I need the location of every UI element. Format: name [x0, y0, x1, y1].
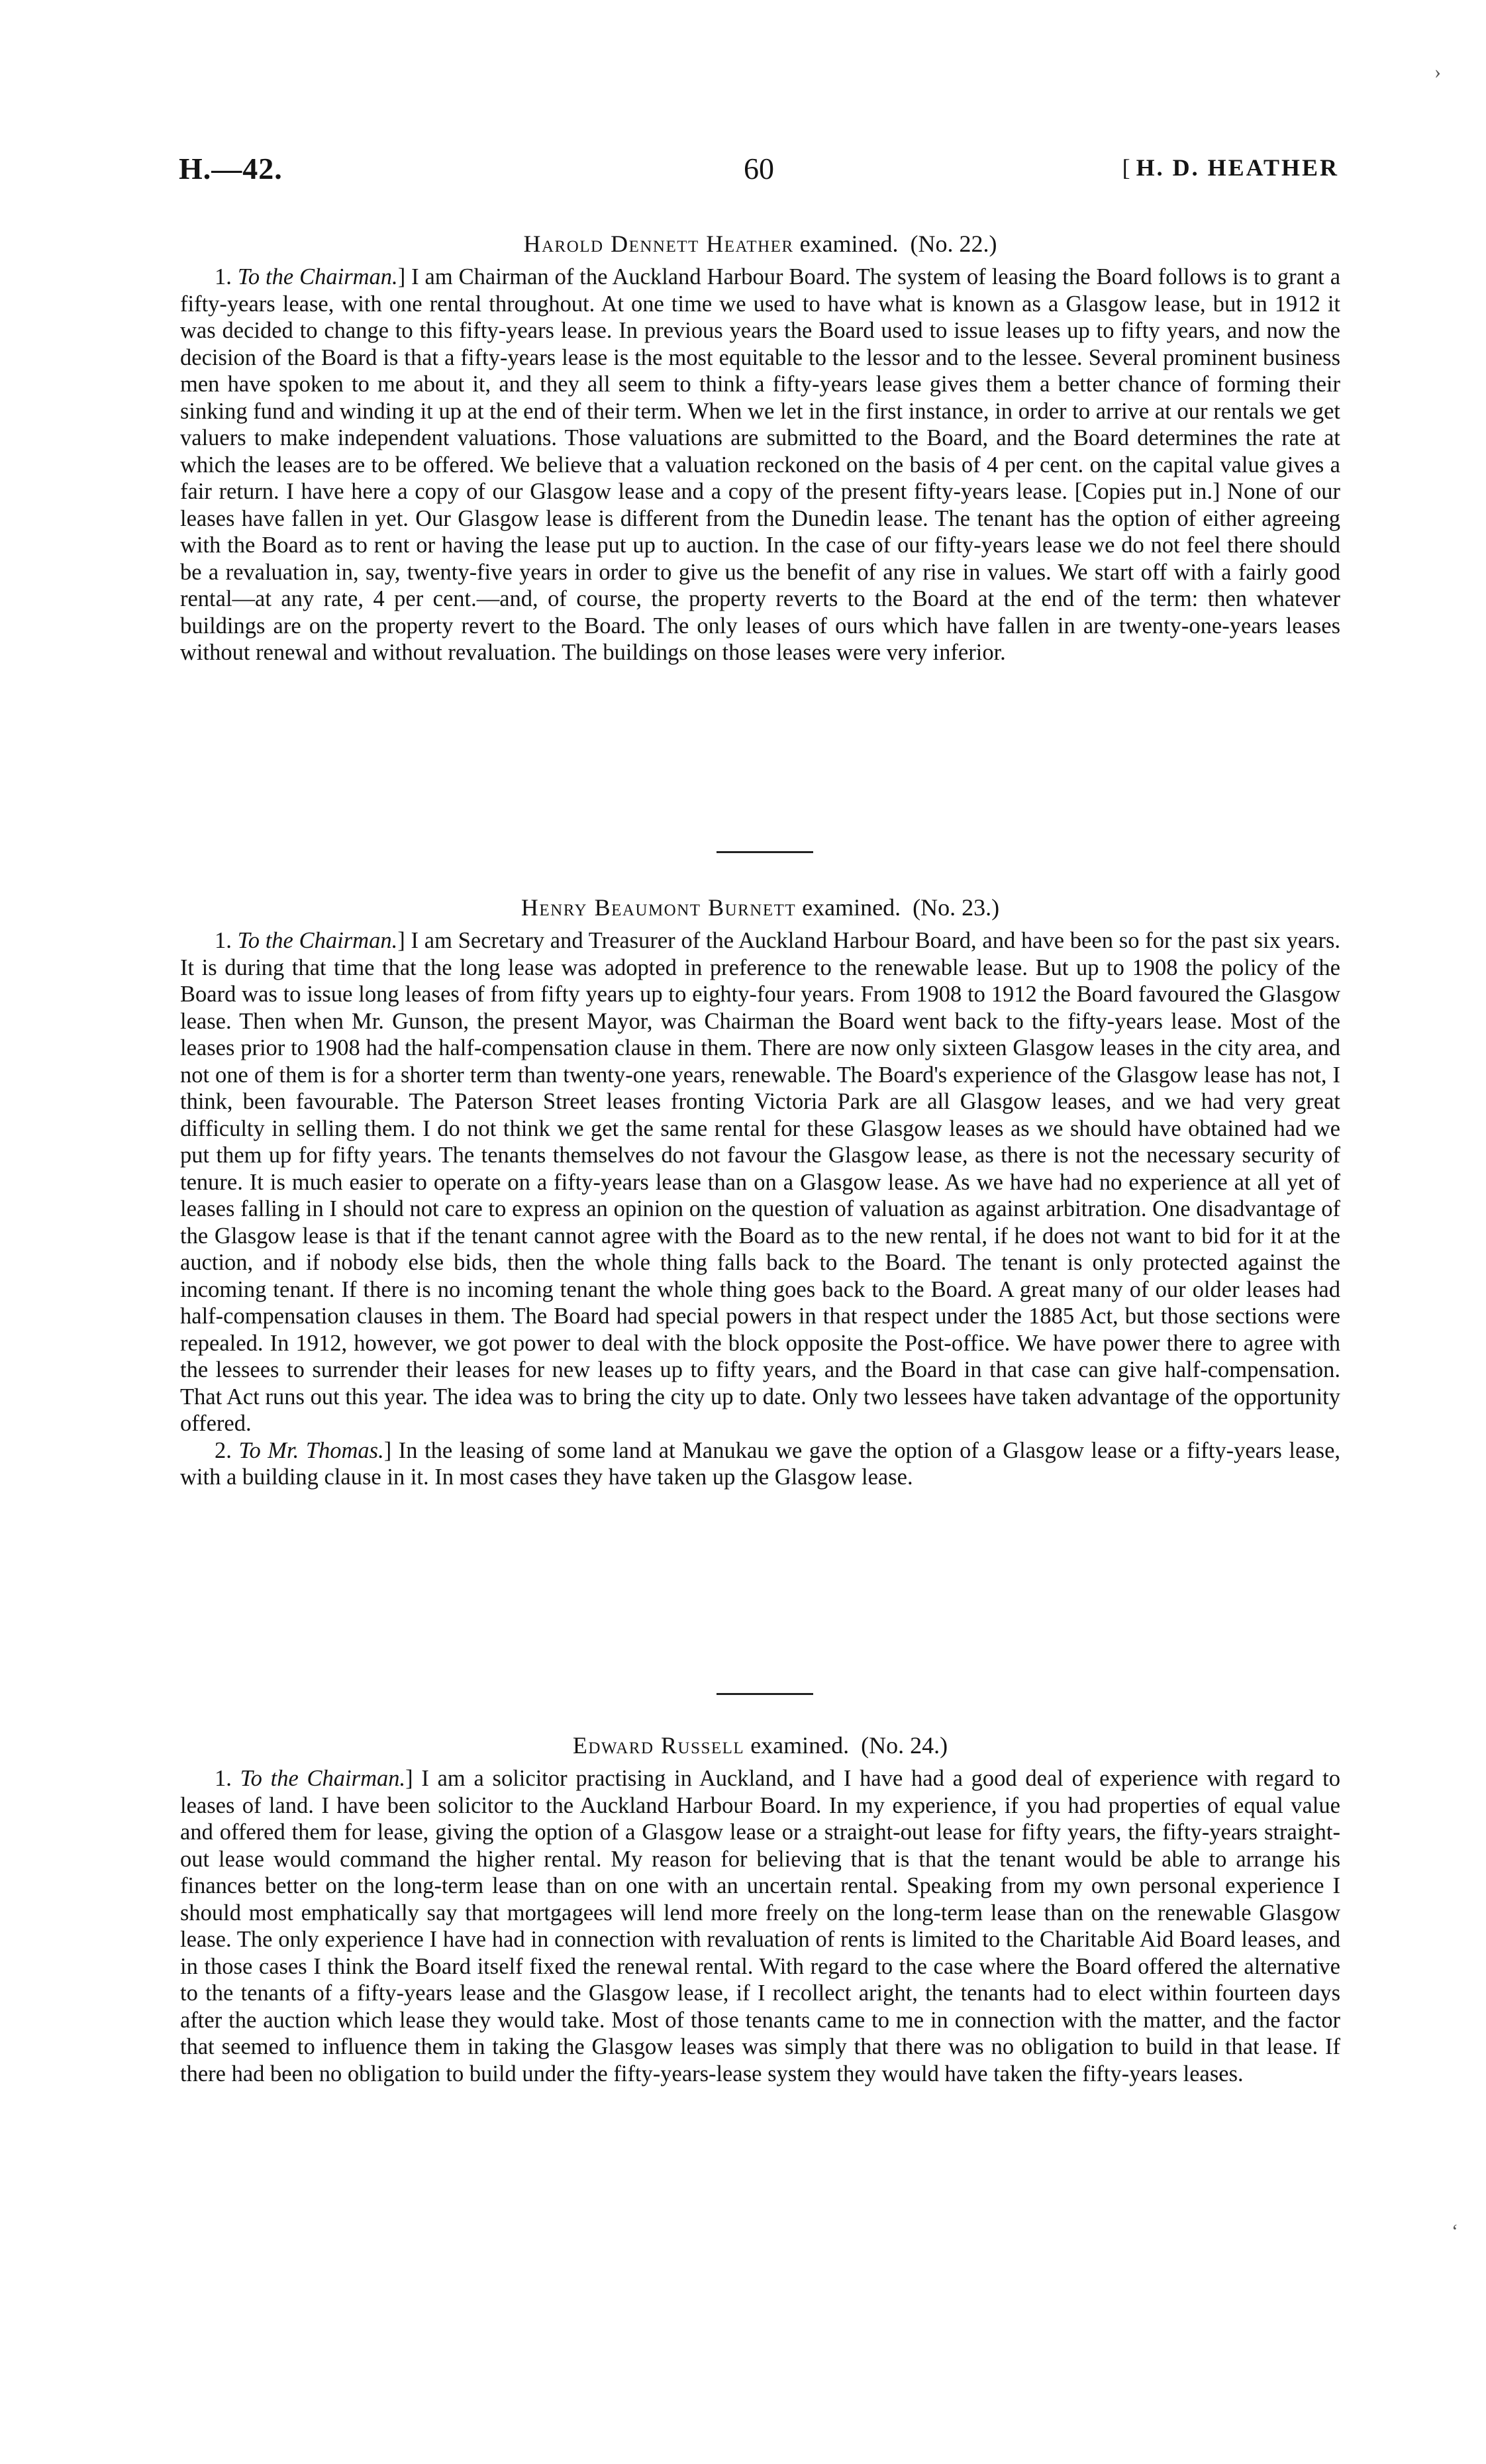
testimony-paragraph: [180, 1765, 1340, 2087]
document-reference: H.—42.: [179, 152, 283, 185]
examined-label: examined.: [750, 1732, 850, 1759]
examined-label: examined.: [799, 231, 899, 257]
section-divider: [717, 1693, 813, 1695]
addressee: To the Chairman.: [237, 264, 398, 289]
paragraph-number: 2.: [215, 1437, 232, 1463]
scan-mark: ›: [1434, 61, 1441, 83]
witness-name: Edward Russell: [572, 1732, 745, 1759]
running-head-witness: [ H. D. HEATHER: [1122, 154, 1339, 181]
testimony-paragraph: [180, 927, 1340, 1437]
witness-name: Harold Dennett Heather: [523, 231, 794, 257]
testimony-paragraph: [180, 264, 1340, 666]
paragraph-number: 1.: [215, 928, 232, 953]
paragraph-number: 1.: [215, 264, 232, 289]
section-divider: [717, 851, 813, 853]
paragraph-number: 1.: [215, 1766, 232, 1791]
addressee: To the Chairman.: [240, 1766, 406, 1791]
examined-label: examined.: [802, 894, 901, 921]
scan-mark: ‘: [1452, 2220, 1458, 2242]
paragraph-text: ] I am Chairman of the Auckland Harbour Board. The system of leasing the Board follows is to grant a fifty-years lease, with one rental throughout. At one time we used to have what is known as a Glasgow lease, but in 1912 it was decided to change to this fifty-years lease. In previous years the Board used to issue leases up to fifty years, and now the decision of the Board is that a fifty-years lease is the most equitable to the lessor and to the lessee. Several prominent business men have spoken to me about it, and they all seem to think a fifty-years lease gives them a better chance of forming their sinking fund and winding it up at the end of their term. When we let in the first instance, in order to arrive at our rentals we get valuers to make independent valuations. Those valuations are submitted to the Board, and the Board determines the rate at which the leases are to be offered. We believe that a valuation reckoned on the basis of 4 per cent. on the capital value gives a fair return. I have here a copy of our Glasgow lease and a copy of the present fifty-years lease. [Copies put in.] None of our leases have fallen in yet. Our Glasgow lease is different from the Dunedin lease. The tenant has the option of either agreeing with the Board as to rent or having the lease put up to auction. In the case of our fifty-years lease we do not feel there should be a revaluation in, say, twenty-five years in order to give us the benefit of any rise in values. We start off with a fairly good rental—at any rate, 4 per cent.—and, of course, the property reverts to the Board at the end of the term: then whatever buildings are on the property revert to the Board. The only leases of ours which have fallen in are twenty-one-years leases without renewal and without revaluation. The buildings on those leases were very inferior.: [180, 264, 1341, 665]
page-number: 60: [744, 152, 774, 185]
addressee: To Mr. Thomas.: [238, 1437, 384, 1463]
section-heading: [180, 231, 1340, 257]
testimony-number: (No. 22.): [910, 231, 997, 257]
page-header: [179, 151, 1339, 197]
testimony-section-3: [180, 1732, 1340, 2087]
section-heading: [180, 1732, 1340, 1759]
testimony-paragraph: [180, 1437, 1340, 1491]
testimony-section-1: [180, 231, 1340, 666]
testimony-section-2: [180, 894, 1340, 1491]
addressee: To the Chairman.: [237, 928, 398, 953]
paragraph-text: ] I am Secretary and Treasurer of the Auckland Harbour Board, and have been so for the past six years. It is during that time that the long lease was adopted in preference to the renewable lease. But up to 1908 the policy of the Board was to issue long leases of from fifty years up to eighty-four years. From 1908 to 1912 the Board favoured the Glasgow lease. Then when Mr. Gunson, the present Mayor, was Chairman the Board went back to the fifty-years lease. Most of the leases prior to 1908 had the half-compensation clause in them. There are now only sixteen Glasgow leases in the city area, and not one of them is for a shorter term than twenty-one years, renewable. The Board's experience of the Glasgow lease has not, I think, been favourable. The Paterson Street leases fronting Victoria Park are all Glasgow leases, and we had very great difficulty in selling them. I do not think we get the same rental for these Glasgow leases as we should have obtained had we put them up for fifty years. The tenants themselves do not favour the Glasgow lease, as there is not the necessary security of tenure. It is much easier to operate on a fifty-years lease than on a Glasgow lease. As we have had no experience at all yet of leases falling in I should not care to express an opinion on the question of valuation as against arbitration. One disadvantage of the Glasgow lease is that if the tenant cannot agree with the Board as to the new rental, if he does not want to bid for it at the auction, and if nobody else bids, then the whole thing falls back to the Board. The tenant is only protected against the incoming tenant. If there is no incoming tenant the whole thing goes back to the Board. A great many of our older leases had half-compensation clauses in them. The Board had special powers in that respect under the 1885 Act, but those sections were repealed. In 1912, however, we got power to deal with the block opposite the Post-office. We have power there to agree with the lessees to surrender their leases for new leases up to fifty years, and the Board in that case can give half-compensation. That Act runs out this year. The idea was to bring the city up to date. Only two lessees have taken advantage of the opportunity offered.: [180, 928, 1341, 1436]
section-heading: [180, 894, 1340, 921]
paragraph-text: ] I am a solicitor practising in Auckland, and I have had a good deal of experience with regard to leases of land. I have been solicitor to the Auckland Harbour Board. In my experience, if you had properties of equal value and offered them for lease, giving the option of a Glasgow lease or a straight-out lease for fifty years, the fifty-years straight-out lease would command the higher rental. My reason for believing that is that the tenant would be able to arrange his finances better on the long-term lease than on one with an uncertain rental. Speaking from my own personal experience I should most emphatically say that mortgagees will lend more freely on the long-term lease than on the renewable Glasgow lease. The only experience I have had in connection with revaluation of rents is limited to the Charitable Aid Board leases, and in those cases I think the Board itself fixed the renewal rental. With regard to the case where the Board offered the alternative to the tenants of a fifty-years lease and the Glasgow lease, if I recollect aright, the tenants had to elect within fourteen days after the auction which lease they would take. Most of those tenants came to me in connection with the matter, and the factor that seemed to influence them in taking the Glasgow leases was simply that there was no obligation to build in that lease. If there had been no obligation to build under the fifty-years-lease system they would have taken the fifty-years leases.: [180, 1766, 1340, 2086]
witness-name: Henry Beaumont Burnett: [520, 894, 797, 921]
paragraph-text: ] In the leasing of some land at Manukau we gave the option of a Glasgow lease or a fifty-years lease, with a building clause in it. In most cases they have taken up the Glasgow lease.: [180, 1437, 1341, 1490]
testimony-number: (No. 23.): [913, 894, 1000, 921]
testimony-number: (No. 24.): [861, 1732, 948, 1759]
